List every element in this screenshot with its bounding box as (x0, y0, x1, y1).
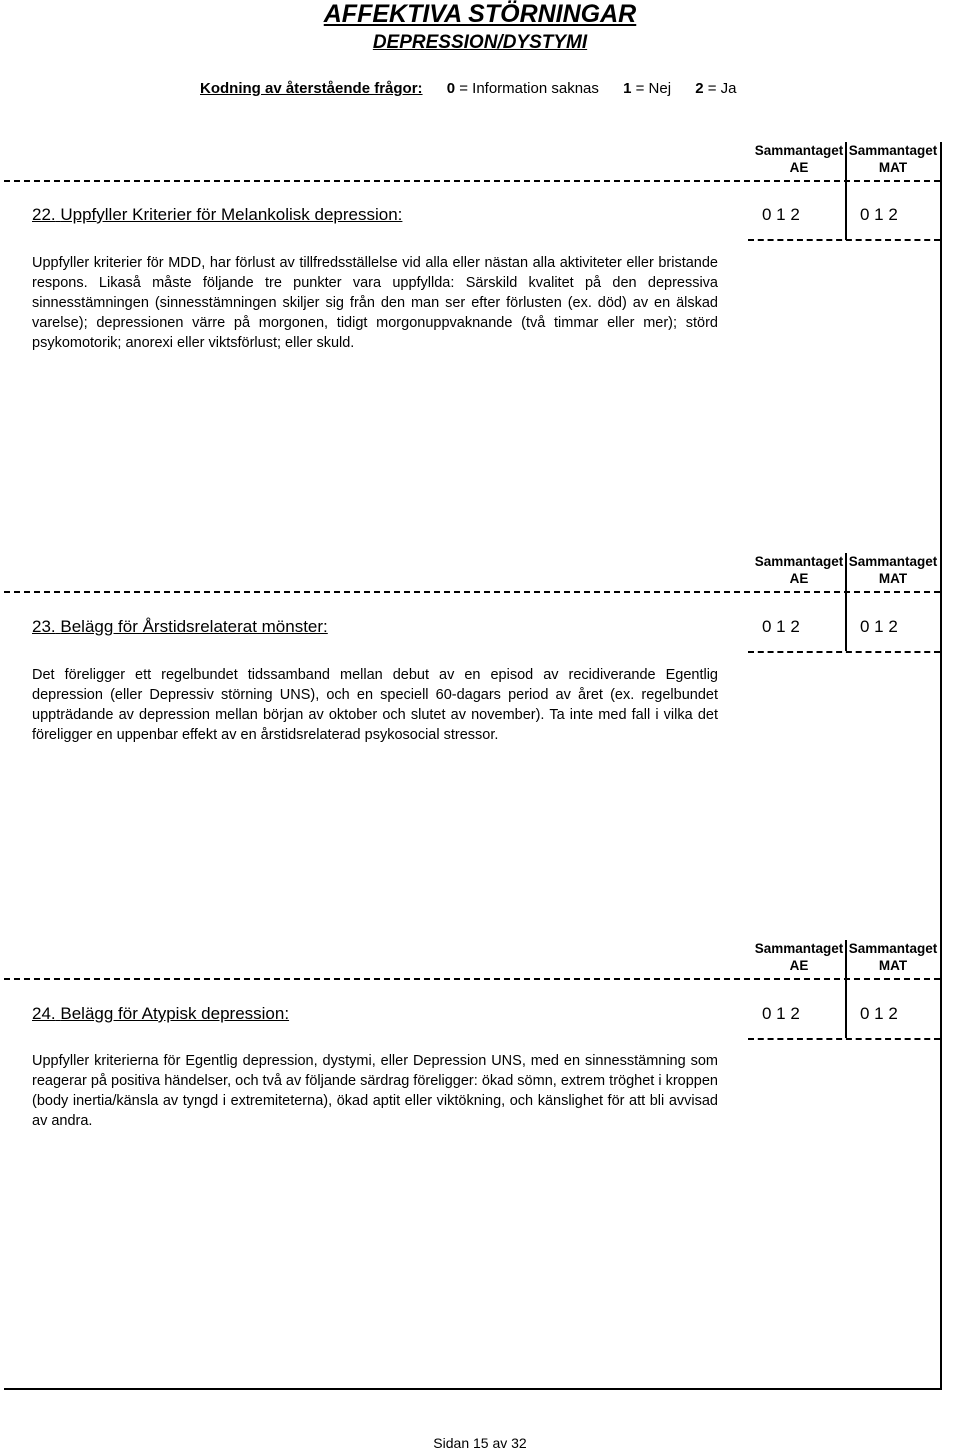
coding-opt2-code: 2 (695, 80, 704, 97)
column-header-ae-line2: AE (789, 160, 809, 175)
column-header-mat (846, 142, 940, 176)
column-header-mat: Sammantaget MAT (848, 941, 938, 973)
column-header-mat-line1: Sammantaget (848, 143, 938, 158)
coding-opt1-text: = Nej (635, 80, 672, 97)
scale-divider (748, 651, 940, 653)
question-24-number: 24. (32, 1004, 56, 1023)
scale-divider (748, 239, 940, 241)
question-23-title: 23. Belägg för Årstidsrelaterat mönster: (32, 617, 328, 636)
scale-divider (748, 1038, 940, 1040)
column-separator (845, 142, 847, 240)
section-divider (4, 591, 940, 593)
question-22-description: Uppfyller kriterier för MDD, har förlust av tillfredsställelse vid alla eller nästan alla aktiviteter eller bristande respons. Likaså måste följande tre punkter vara uppfyllda: Särskild kvalitet på den depressiva sinnesstämningen (sinnesstämningen skiljer sig från den man ser efter förlusten (ex. död) av en älskad varelse); depressionen värre på morgonen, tidigt morgonuppvaknande (två timmar eller mer); störd psykomotorik; anorexi eller viktsförlust; eller skuld. (32, 255, 718, 351)
question-24-description: Uppfyller kriterierna för Egentlig depression, dystymi, eller Depression UNS, med en sinnesstämning som reagerar på positiva händelser, och två av följande särdrag föreligger: ökad sömn, extrem tröghet i kroppen (body inertia/känsla av tyngd i extremiteterna), ökad aptit eller viktökning, och känslighet för att bli avvisad av andra. (32, 1053, 718, 1129)
coding-label: Kodning av återstående frågor: (200, 80, 423, 97)
question-22-number: 22. (32, 205, 56, 224)
question-23-description: Det föreligger ett regelbundet tidssamband mellan debut av en episod av recidiverande Egentlig depression (eller Depressiv störning UNS), och en speciell 60-dagars period av året (ex. regelbundet uppträdande av depression mellan början av oktober och slutet av november). Ta inte med fall i vilka det föreligger en uppenbar effekt av en årstidsrelaterad psykosocial stressor. (32, 667, 718, 743)
column-header-ae-line1: Sammantaget (754, 143, 844, 158)
question-24-scale-ae[interactable]: 0 1 2 (762, 1004, 800, 1023)
section-divider (4, 978, 940, 980)
column-header-mat: Sammantaget MAT (848, 554, 938, 586)
column-header-ae (752, 142, 846, 176)
coding-opt0-text: = Information saknas (459, 80, 599, 97)
question-24-title: 24. Belägg för Atypisk depression: (32, 1004, 290, 1023)
column-separator (845, 940, 847, 1038)
page-number: Sidan 15 av 32 (433, 1435, 527, 1451)
question-22-scale-mat[interactable]: 0 1 2 (860, 205, 898, 224)
column-header-ae: Sammantaget AE (754, 554, 844, 586)
question-23-scale-mat[interactable]: 0 1 2 (860, 617, 898, 636)
column-separator (845, 553, 847, 651)
question-24-scale-mat[interactable]: 0 1 2 (860, 1004, 898, 1023)
document-subtitle: DEPRESSION/DYSTYMI (372, 32, 588, 53)
column-header-ae: Sammantaget AE (754, 941, 844, 973)
coding-opt0-code: 0 (446, 80, 456, 97)
question-23-number: 23. (32, 617, 56, 636)
coding-opt1-code: 1 (623, 80, 632, 97)
section-divider (4, 180, 940, 182)
right-border (940, 142, 942, 1390)
bottom-border (4, 1388, 942, 1390)
column-header-mat-line2: MAT (878, 160, 908, 175)
document-title: AFFEKTIVA STÖRNINGAR (323, 0, 637, 28)
coding-opt2-text: = Ja (707, 80, 737, 97)
question-22-scale-ae[interactable]: 0 1 2 (762, 205, 800, 224)
coding-legend (200, 80, 737, 97)
question-22-title: 22. Uppfyller Kriterier för Melankolisk depression: (32, 205, 403, 224)
question-23-scale-ae[interactable]: 0 1 2 (762, 617, 800, 636)
